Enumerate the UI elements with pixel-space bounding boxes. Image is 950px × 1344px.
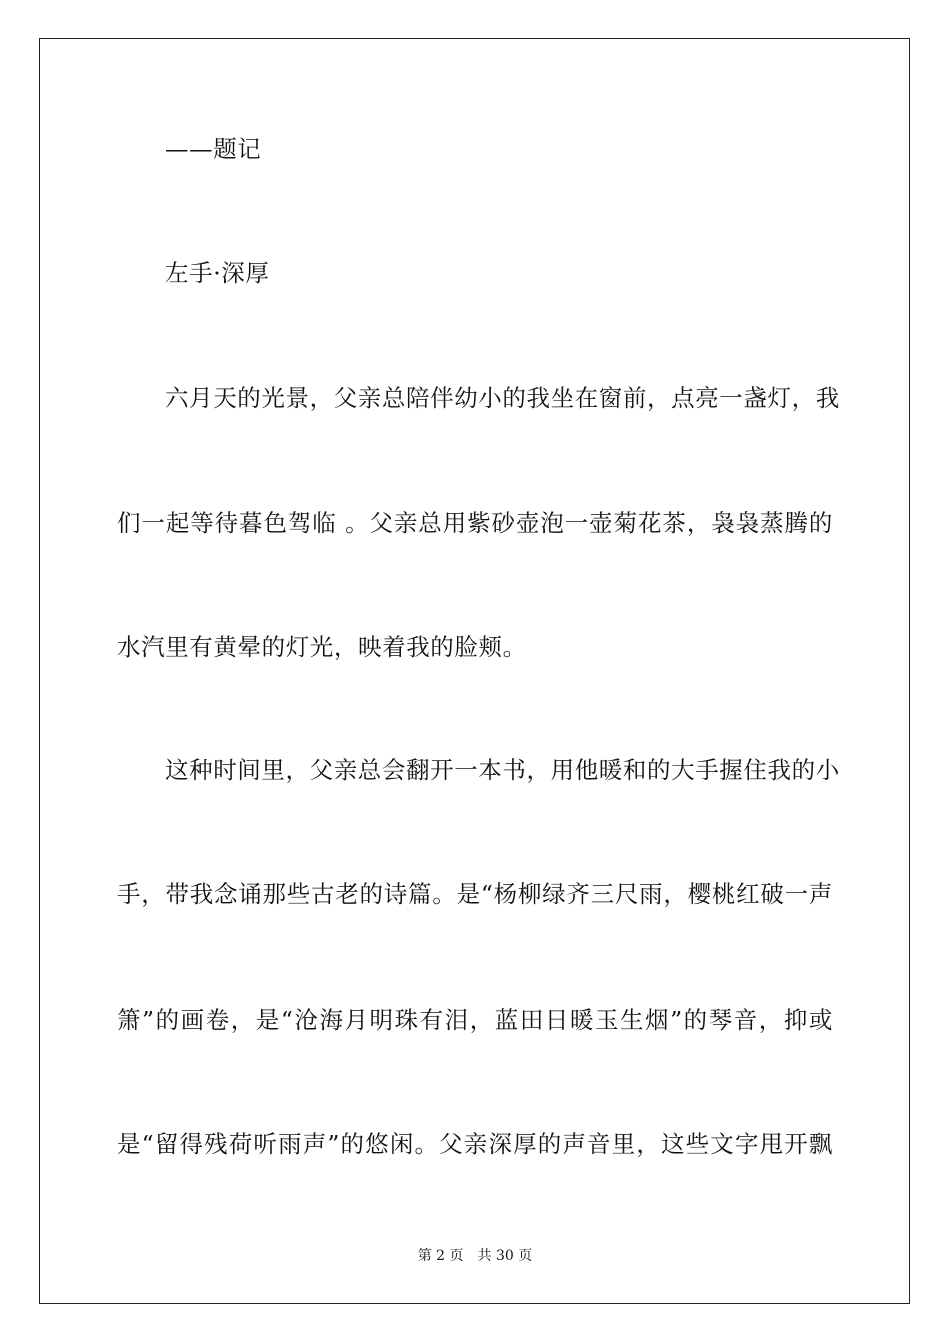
paragraph-line: 箫”的画卷，是“沧海月明珠有泪，蓝田日暖玉生烟”的琴音，抑或 xyxy=(117,1006,833,1034)
page-number: 第 2 页 共 30 页 xyxy=(417,1248,533,1264)
paragraph-line: 是“留得残荷听雨声”的悠闲。父亲深厚的声音里，这些文字甩开飘 xyxy=(117,1130,833,1158)
paragraph-line: 手，带我念诵那些古老的诗篇。是“杨柳绿齐三尺雨，樱桃红破一声 xyxy=(117,880,833,908)
paragraph-line: 们一起等待暮色驾临 。父亲总用紫砂壶泡一壶菊花茶，袅袅蒸腾的 xyxy=(117,509,833,537)
page-border xyxy=(39,38,910,1304)
paragraph-line: 水汽里有黄晕的灯光，映着我的脸颊。 xyxy=(117,633,527,661)
epigraph-attribution: ——题记 xyxy=(165,135,262,163)
paragraph-line: 六月天的光景，父亲总陪伴幼小的我坐在窗前，点亮一盏灯，我 xyxy=(165,384,840,412)
paragraph-line: 这种时间里，父亲总会翻开一本书，用他暖和的大手握住我的小 xyxy=(165,756,840,784)
section-heading: 左手·深厚 xyxy=(165,259,270,287)
